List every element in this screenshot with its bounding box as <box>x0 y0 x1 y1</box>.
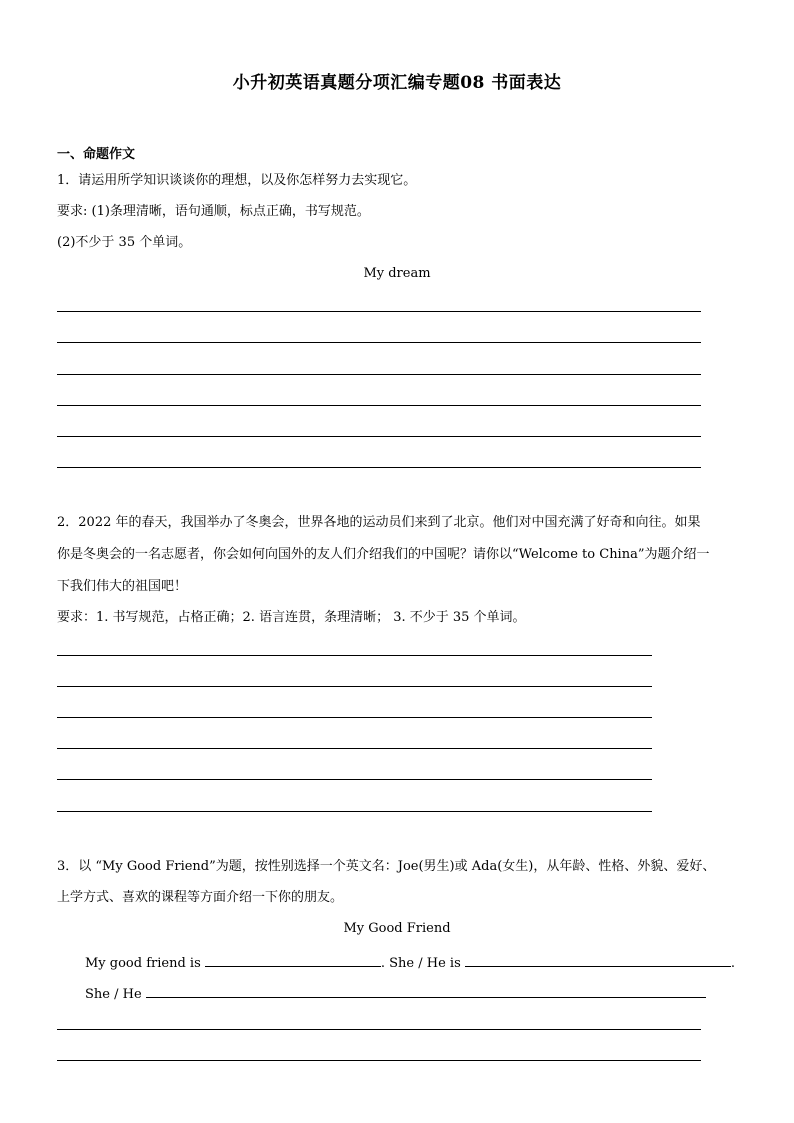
q1-answer-line[interactable] <box>57 436 701 437</box>
q3-line1-end: . <box>730 956 736 971</box>
q1-answer-line[interactable] <box>57 374 701 375</box>
section-heading: 一、命题作文 <box>57 147 136 162</box>
q3-prompt-line-2: 上学方式、喜欢的课程等方面介绍一下你的朋友。 <box>57 890 344 905</box>
q1-answer-line[interactable] <box>57 467 701 468</box>
q2-requirement: 要求：1. 书写规范，占格正确；2. 语言连贯，条理清晰； 3. 不少于 35 个单词。 <box>57 610 526 625</box>
q3-line1-label-2: . She / He is <box>380 956 461 971</box>
page-title: 小升初英语真题分项汇编专题08 书面表达 <box>232 73 562 93</box>
q2-answer-line[interactable] <box>57 779 652 780</box>
q3-prompt-line-1: 3．以 “My Good Friend”为题，按性别选择一个英文名：Joe(男生)或 Ada(女生)，从年龄、性格、外貌、爱好、 <box>57 859 716 874</box>
q1-prompt: 1．请运用所学知识谈谈你的理想，以及你怎样努力去实现它。 <box>57 173 417 188</box>
q3-essay-title: My Good Friend <box>343 921 451 936</box>
friend-detail-blank[interactable] <box>146 983 706 998</box>
q2-answer-line[interactable] <box>57 686 652 687</box>
q3-answer-line[interactable] <box>57 1029 701 1030</box>
q1-answer-line[interactable] <box>57 405 701 406</box>
q2-answer-line[interactable] <box>57 717 652 718</box>
q2-prompt-line-3: 下我们伟大的祖国吧！ <box>57 579 188 594</box>
q1-requirement-1: 要求: (1)条理清晰，语句通顺，标点正确，书写规范。 <box>57 204 370 219</box>
q3-fill-line-1 <box>85 952 735 973</box>
q3-answer-line[interactable] <box>57 1060 701 1061</box>
q2-answer-line[interactable] <box>57 811 652 812</box>
friend-description-blank[interactable] <box>465 952 731 967</box>
q3-line1-label: My good friend is <box>85 956 201 971</box>
q1-answer-line[interactable] <box>57 311 701 312</box>
friend-name-blank[interactable] <box>205 952 381 967</box>
q2-prompt-line-2: 你是冬奥会的一名志愿者，你会如何向国外的友人们介绍我们的中国呢？请你以“Welcome to China”为题介绍一 <box>57 547 710 562</box>
q3-line2-label: She / He <box>85 987 142 1002</box>
q1-requirement-2: (2)不少于 35 个单词。 <box>57 235 192 250</box>
q1-essay-title: My dream <box>363 266 431 281</box>
q1-answer-line[interactable] <box>57 342 701 343</box>
q3-fill-line-2 <box>85 983 706 1004</box>
q2-answer-line[interactable] <box>57 748 652 749</box>
q2-answer-line[interactable] <box>57 655 652 656</box>
q2-prompt-line-1: 2．2022 年的春天，我国举办了冬奥会，世界各地的运动员们来到了北京。他们对中国充满了好奇和向往。如果 <box>57 515 701 530</box>
